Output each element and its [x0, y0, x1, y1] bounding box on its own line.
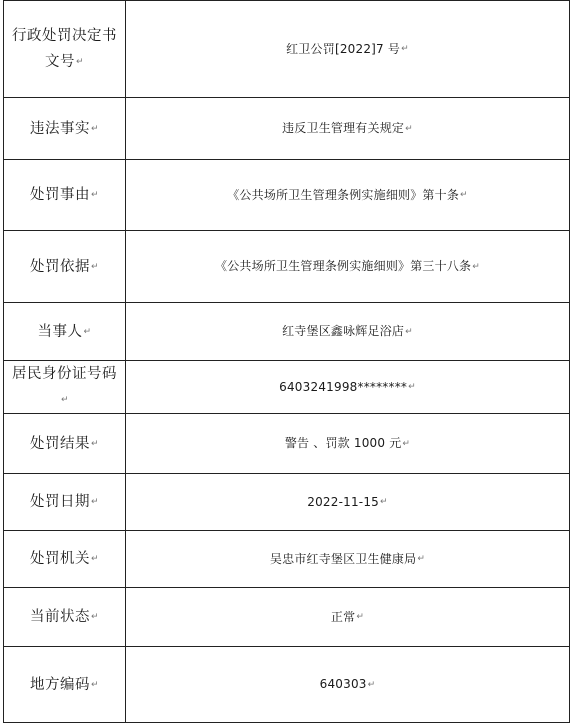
table-row-violation-facts	[4, 98, 570, 160]
paragraph-mark-icon: ↵	[472, 261, 480, 272]
value-cell	[126, 98, 570, 160]
table-row-area-code	[4, 647, 570, 723]
paragraph-mark-icon: ↵	[90, 123, 100, 134]
table-row-current-status	[4, 588, 570, 647]
label-cell	[4, 531, 126, 588]
table-row-penalty-result	[4, 414, 570, 474]
row-value: 警告 、罚款 1000 元	[284, 436, 402, 451]
table-row-penalty-authority	[4, 531, 570, 588]
paragraph-mark-icon: ↵	[356, 612, 365, 623]
value-cell	[126, 303, 570, 361]
value-cell	[126, 361, 570, 414]
row-value: 2022-11-15	[307, 494, 379, 509]
label-cell	[4, 474, 126, 531]
row-value: 红寺堡区鑫咏辉足浴店	[282, 324, 405, 339]
paragraph-mark-icon: ↵	[90, 612, 100, 622]
row-label: 行政处罚决定书文号	[12, 28, 117, 70]
paragraph-mark-icon: ↵	[402, 438, 411, 449]
paragraph-mark-icon: ↵	[90, 190, 100, 200]
row-value: 吴忠市红寺堡区卫生健康局	[269, 551, 417, 566]
row-label: 处罚依据	[29, 258, 90, 275]
table-row-decision-number	[4, 1, 570, 98]
table-row-penalty-date	[4, 474, 570, 531]
paragraph-mark-icon: ↵	[367, 679, 376, 690]
paragraph-mark-icon: ↵	[405, 123, 413, 134]
row-label: 处罚机关	[29, 551, 90, 567]
paragraph-mark-icon: ↵	[90, 438, 100, 449]
value-cell	[126, 474, 570, 531]
row-value: 正常	[330, 609, 356, 624]
paragraph-mark-icon: ↵	[460, 190, 468, 201]
paragraph-mark-icon: ↵	[417, 554, 426, 565]
label-cell	[4, 160, 126, 231]
label-cell	[4, 361, 126, 414]
row-value: 640303	[319, 677, 367, 692]
row-value: 《公共场所卫生管理条例实施细则》第三十八条	[215, 259, 472, 274]
paragraph-mark-icon: ↵	[75, 57, 85, 67]
row-label: 当前状态	[29, 609, 90, 625]
value-cell	[126, 160, 570, 231]
table-row-penalty-reason	[4, 160, 570, 231]
table-row-party	[4, 303, 570, 361]
row-value: 6403241998********	[279, 379, 408, 394]
paragraph-mark-icon: ↵	[90, 554, 100, 564]
label-cell	[4, 647, 126, 723]
value-cell	[126, 588, 570, 647]
label-cell	[4, 303, 126, 361]
paragraph-mark-icon: ↵	[83, 326, 92, 337]
table-row-id-number	[4, 361, 570, 414]
paragraph-mark-icon: ↵	[380, 497, 388, 508]
paragraph-mark-icon: ↵	[90, 679, 100, 690]
penalty-record-table	[3, 0, 570, 723]
paragraph-mark-icon: ↵	[408, 382, 416, 393]
value-cell	[126, 647, 570, 723]
row-value: 《公共场所卫生管理条例实施细则》第十条	[227, 187, 460, 202]
value-cell	[126, 531, 570, 588]
row-label: 处罚结果	[29, 435, 90, 452]
row-label: 违法事实	[29, 120, 90, 137]
row-label: 当事人	[37, 323, 83, 340]
label-cell	[4, 231, 126, 303]
paragraph-mark-icon: ↵	[401, 44, 409, 55]
paragraph-mark-icon: ↵	[60, 395, 70, 405]
value-cell	[126, 414, 570, 474]
row-value: 违反卫生管理有关规定	[282, 121, 405, 136]
label-cell	[4, 588, 126, 647]
row-value: 红卫公罚[2022]7 号	[286, 41, 401, 56]
row-label: 处罚事由	[29, 187, 90, 203]
paragraph-mark-icon: ↵	[405, 326, 413, 337]
paragraph-mark-icon: ↵	[90, 497, 100, 507]
row-label: 居民身份证号码	[12, 366, 117, 382]
row-label: 地方编码	[29, 676, 90, 693]
label-cell	[4, 98, 126, 160]
paragraph-mark-icon: ↵	[90, 261, 100, 272]
value-cell	[126, 1, 570, 98]
table-row-penalty-basis	[4, 231, 570, 303]
row-label: 处罚日期	[29, 494, 90, 510]
value-cell	[126, 231, 570, 303]
label-cell	[4, 414, 126, 474]
label-cell	[4, 1, 126, 98]
